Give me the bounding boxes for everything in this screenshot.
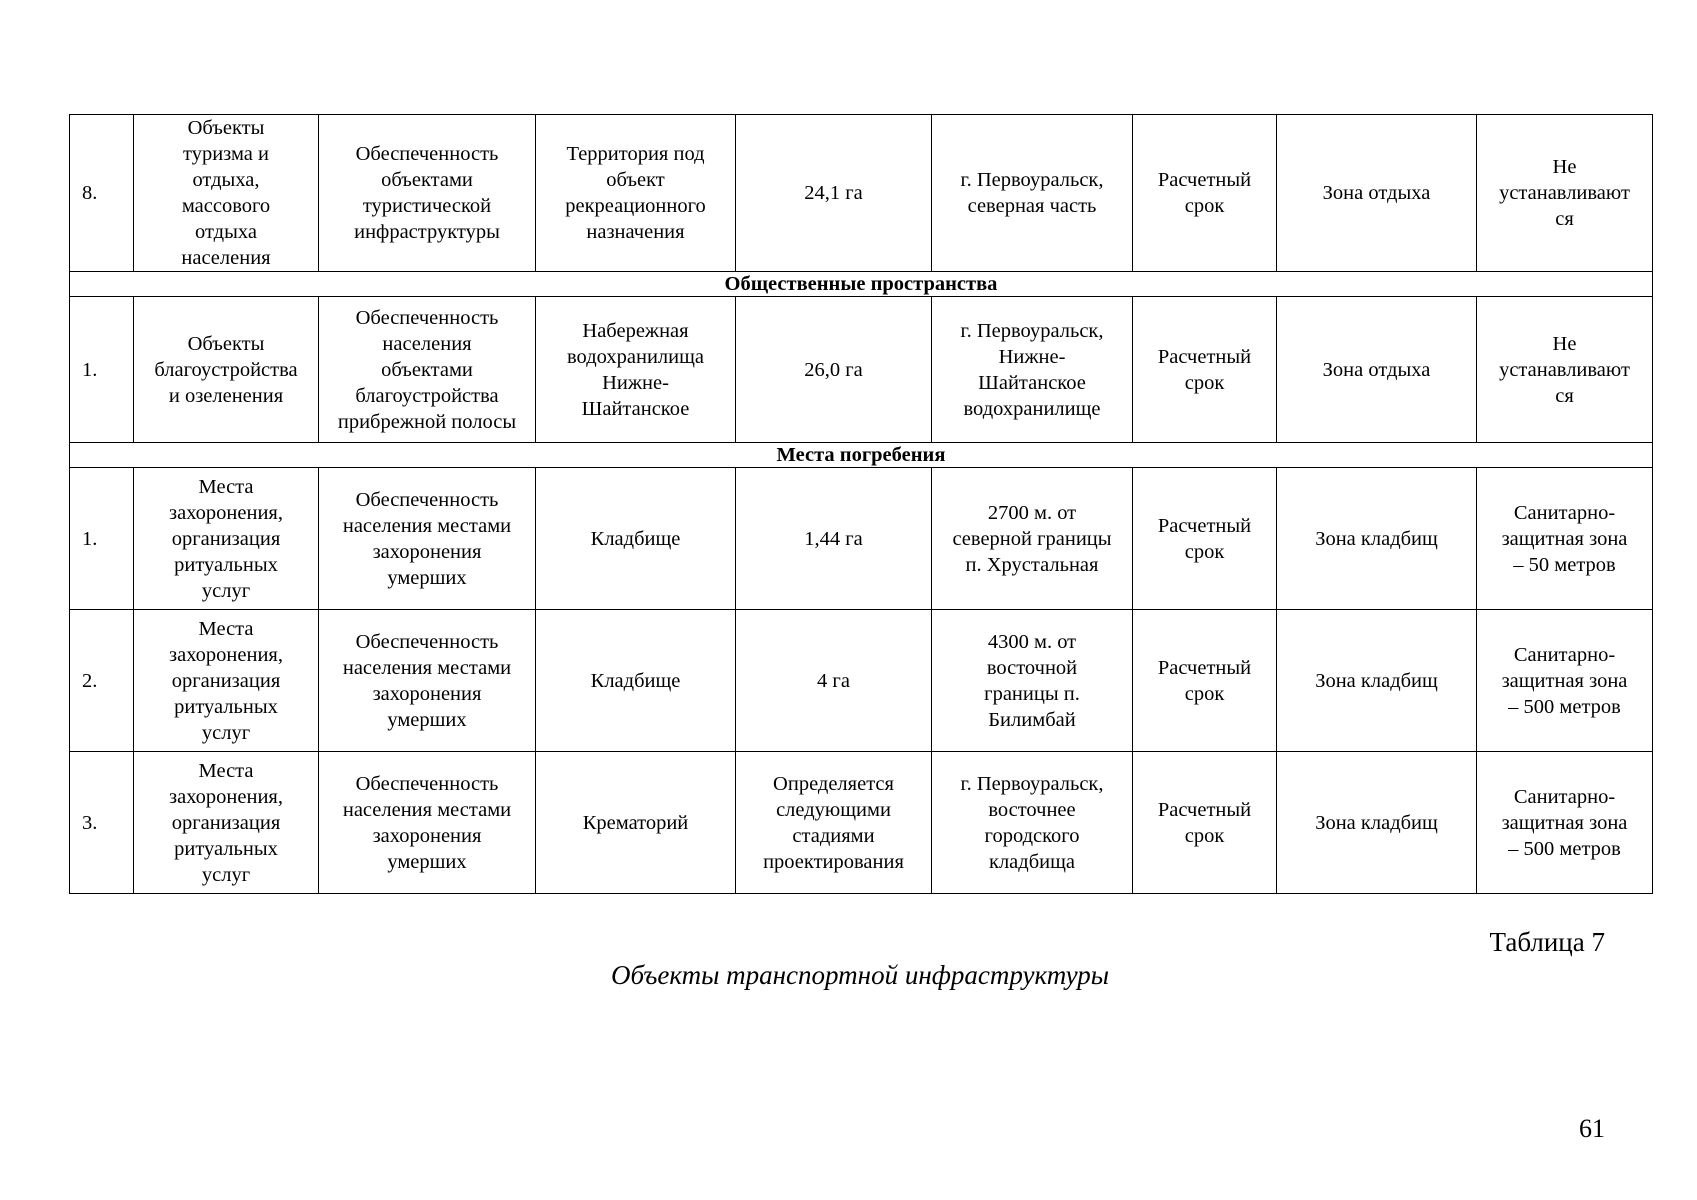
zone-cell: Зона отдыха bbox=[1277, 115, 1477, 272]
infrastructure-table bbox=[69, 114, 1653, 894]
table-row bbox=[70, 610, 1653, 752]
location-cell: г. Первоуральск, северная часть bbox=[932, 115, 1133, 272]
table-number-label: Таблица 7 bbox=[1489, 927, 1605, 957]
area-cell: 26,0 га bbox=[736, 297, 932, 443]
purpose-cell: Обеспеченность населения местами захоронения умерших bbox=[319, 752, 536, 894]
object-name-cell: Кладбище bbox=[536, 468, 736, 610]
area-cell: 4 га bbox=[736, 610, 932, 752]
term-cell: Расчетный срок bbox=[1133, 468, 1277, 610]
area-cell: Определяется следующими стадиями проектирования bbox=[736, 752, 932, 894]
area-cell: 24,1 га bbox=[736, 115, 932, 272]
zone-cell: Зона кладбищ bbox=[1277, 468, 1477, 610]
term-cell: Расчетный срок bbox=[1133, 297, 1277, 443]
section-heading: Места погребения bbox=[70, 443, 1653, 468]
purpose-cell: Обеспеченность объектами туристической инфраструктуры bbox=[319, 115, 536, 272]
row-number: 1. bbox=[70, 297, 134, 443]
object-type-cell: Объекты туризма и отдыха, массового отдыха населения bbox=[134, 115, 319, 272]
object-type-cell: Места захоронения, организация ритуальных услуг bbox=[134, 468, 319, 610]
object-type-cell: Места захоронения, организация ритуальных услуг bbox=[134, 752, 319, 894]
row-number: 1. bbox=[70, 468, 134, 610]
restriction-cell: Санитарно- защитная зона – 50 метров bbox=[1477, 468, 1653, 610]
location-cell: 2700 м. от северной границы п. Хрустальная bbox=[932, 468, 1133, 610]
restriction-cell: Не устанавливают ся bbox=[1477, 115, 1653, 272]
object-type-cell: Объекты благоустройства и озеленения bbox=[134, 297, 319, 443]
section-row bbox=[70, 443, 1653, 468]
page-number: 61 bbox=[1579, 1114, 1605, 1143]
area-cell: 1,44 га bbox=[736, 468, 932, 610]
object-name-cell: Территория под объект рекреационного назначения bbox=[536, 115, 736, 272]
object-name-cell: Кладбище bbox=[536, 610, 736, 752]
section-heading: Общественные пространства bbox=[70, 272, 1653, 297]
table-row bbox=[70, 752, 1653, 894]
object-name-cell: Крематорий bbox=[536, 752, 736, 894]
table-row bbox=[70, 468, 1653, 610]
purpose-cell: Обеспеченность населения местами захоронения умерших bbox=[319, 610, 536, 752]
term-cell: Расчетный срок bbox=[1133, 115, 1277, 272]
location-cell: г. Первоуральск, восточнее городского кладбища bbox=[932, 752, 1133, 894]
row-number: 2. bbox=[70, 610, 134, 752]
purpose-cell: Обеспеченность населения объектами благоустройства прибрежной полосы bbox=[319, 297, 536, 443]
zone-cell: Зона кладбищ bbox=[1277, 610, 1477, 752]
section-row bbox=[70, 272, 1653, 297]
term-cell: Расчетный срок bbox=[1133, 752, 1277, 894]
zone-cell: Зона отдыха bbox=[1277, 297, 1477, 443]
restriction-cell: Не устанавливают ся bbox=[1477, 297, 1653, 443]
purpose-cell: Обеспеченность населения местами захоронения умерших bbox=[319, 468, 536, 610]
row-number: 8. bbox=[70, 115, 134, 272]
object-name-cell: Набережная водохранилища Нижне- Шайтанское bbox=[536, 297, 736, 443]
object-type-cell: Места захоронения, организация ритуальных услуг bbox=[134, 610, 319, 752]
restriction-cell: Санитарно- защитная зона – 500 метров bbox=[1477, 752, 1653, 894]
table-row bbox=[70, 115, 1653, 272]
table-row bbox=[70, 297, 1653, 443]
location-cell: 4300 м. от восточной границы п. Билимбай bbox=[932, 610, 1133, 752]
location-cell: г. Первоуральск, Нижне- Шайтанское водохранилище bbox=[932, 297, 1133, 443]
row-number: 3. bbox=[70, 752, 134, 894]
restriction-cell: Санитарно- защитная зона – 500 метров bbox=[1477, 610, 1653, 752]
table-title: Объекты транспортной инфраструктуры bbox=[610, 960, 1110, 990]
zone-cell: Зона кладбищ bbox=[1277, 752, 1477, 894]
term-cell: Расчетный срок bbox=[1133, 610, 1277, 752]
